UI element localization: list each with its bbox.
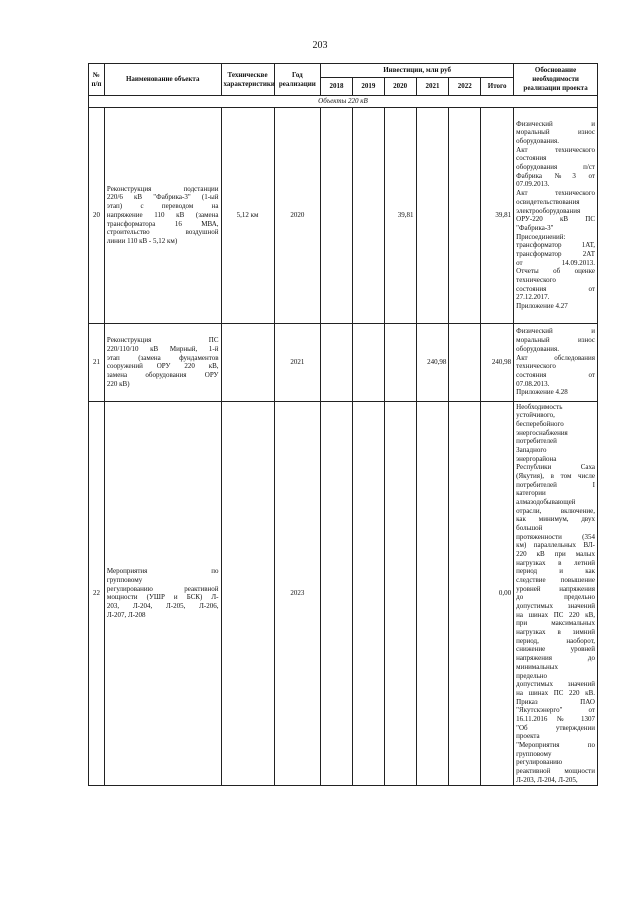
table-row: [89, 107, 598, 323]
cell-line: как минимум, двух: [516, 515, 595, 524]
row-year: 2020: [274, 107, 321, 323]
cell-line: на шинах ПС 220 кВ,: [516, 610, 595, 619]
cell-line: 07.09.2013.: [516, 180, 550, 189]
cell-line: групповому: [516, 749, 552, 758]
page-number: 203: [312, 40, 328, 51]
cell-line: Необходимость: [516, 402, 563, 411]
header-year-2022: 2022: [449, 78, 481, 96]
header-tech: Техническве характеристики: [221, 64, 274, 96]
cell-line: моральный износ: [516, 128, 595, 137]
cell-line: 27.12.2017.: [516, 293, 550, 302]
header-year-2018: 2018: [321, 78, 353, 96]
cell-line: 203, Л-204, Л-205, Л-206,: [106, 602, 219, 611]
cell-line: реактивной мощности: [516, 766, 595, 775]
cell-line: допустимых значений: [516, 602, 595, 611]
cell-line: энергорайона: [516, 454, 557, 463]
cell-line: технического: [516, 362, 556, 371]
cell-line: уровней напряжения: [516, 584, 595, 593]
cell-line: период, наоборот,: [516, 636, 595, 645]
cell-line: Западного: [516, 446, 547, 455]
row-name: [104, 401, 221, 786]
header-basis: Обоснование необходимости реализации проекта: [514, 64, 598, 96]
cell-line: оборудования п/ст: [516, 163, 595, 172]
cell-line: Акт технического: [516, 189, 595, 198]
cell-line: снижение уровней: [516, 645, 595, 654]
cell-line: технического: [516, 275, 556, 284]
header-total: Итого: [481, 78, 514, 96]
table-row: [89, 323, 598, 401]
header-year-2020: 2020: [384, 78, 416, 96]
row-num: 20: [89, 107, 105, 323]
cell-line: трансформатор 2АТ: [516, 249, 595, 258]
cell-line: регулированию: [516, 758, 563, 767]
cell-line: этап (замена фундаментов: [106, 353, 219, 362]
cell-line: "Якутскэнерго" от: [516, 706, 595, 715]
cell-line: Реконструкция ПС: [106, 336, 219, 345]
cell-line: потребителей I: [516, 480, 595, 489]
row-num: 22: [89, 401, 105, 786]
cell-line: регулированию реактивной: [106, 584, 219, 593]
row-value-2020: [384, 401, 416, 786]
row-tech: [221, 401, 274, 786]
row-value-2018: [321, 401, 353, 786]
cell-line: напряжение 110 кВ (замена: [106, 210, 219, 219]
cell-line: Л-207, Л-208: [106, 610, 146, 619]
cell-line: до предельно: [516, 593, 595, 602]
investment-table: [88, 63, 598, 786]
cell-line: "Об утверждении: [516, 723, 595, 732]
cell-line: Приказ ПАО: [516, 697, 595, 706]
row-value-2018: [321, 323, 353, 401]
cell-line: Отчеты об оценке: [516, 267, 595, 276]
cell-line: Л-203, Л-204, Л-205,: [516, 775, 578, 784]
cell-line: Мероприятия по: [106, 567, 219, 576]
cell-line: предельно: [516, 671, 548, 680]
cell-line: Акт технического: [516, 145, 595, 154]
row-year: 2021: [274, 323, 321, 401]
row-total: 0,00: [481, 401, 514, 786]
cell-line: потребителей: [516, 437, 557, 446]
cell-line: ОРУ-220 кВ ПС: [516, 215, 595, 224]
cell-line: мощности (УШР и БСК) Л-: [106, 593, 219, 602]
cell-line: период и как: [516, 567, 595, 576]
cell-line: трансформатора 16 МВА,: [106, 219, 219, 228]
cell-line: Присоединений:: [516, 232, 566, 241]
cell-line: нагрузках в летний: [516, 558, 595, 567]
cell-line: оборудования.: [516, 344, 560, 353]
row-value-2021: 240,98: [416, 323, 449, 401]
row-value-2019: [352, 401, 384, 786]
cell-line: Республики Саха: [516, 463, 595, 472]
cell-line: "Мероприятия по: [516, 740, 595, 749]
header-name: Наименование объекта: [104, 64, 221, 96]
cell-line: Фабрика №3 от: [516, 171, 595, 180]
row-num: 21: [89, 323, 105, 401]
cell-line: энергоснабжения: [516, 428, 568, 437]
cell-line: минимальных: [516, 662, 558, 671]
row-value-2022: [449, 323, 481, 401]
cell-line: "Фабрика-3": [516, 223, 554, 232]
cell-line: следствие повышение: [516, 576, 595, 585]
cell-line: оборудования.: [516, 137, 560, 146]
cell-line: электрооборудования: [516, 206, 581, 215]
cell-line: групповому: [106, 576, 143, 585]
cell-line: 220 кВ): [106, 379, 130, 388]
header-year: Год реализации: [274, 64, 321, 96]
cell-line: напряжения до: [516, 654, 595, 663]
row-year: 2023: [274, 401, 321, 786]
cell-line: устойчивого,: [516, 411, 555, 420]
cell-line: 220/6 кВ "Фабрика-3" (1-ый: [106, 193, 219, 202]
header-num: № п/п: [89, 64, 105, 96]
cell-line: 16.11.2016 № 1307: [516, 714, 595, 723]
row-tech: [221, 323, 274, 401]
header-year-2019: 2019: [352, 78, 384, 96]
row-value-2019: [352, 107, 384, 323]
row-basis: [514, 401, 598, 786]
row-value-2018: [321, 107, 353, 323]
cell-line: при максимальных: [516, 619, 595, 628]
cell-line: моральный износ: [516, 336, 595, 345]
cell-line: освидетельствования: [516, 197, 580, 206]
cell-line: сооружений ОРУ 220 кВ,: [106, 362, 219, 371]
cell-line: линии 110 кВ - 5,12 км): [106, 236, 178, 245]
row-value-2022: [449, 107, 481, 323]
header-investments: Инвестиции, млн руб: [321, 64, 514, 78]
cell-line: Приложение 4.28: [516, 388, 568, 397]
cell-line: нагрузках в зимний: [516, 628, 595, 637]
header-year-2021: 2021: [416, 78, 449, 96]
cell-line: Физический и: [516, 119, 595, 128]
row-name: [104, 107, 221, 323]
cell-line: (Якутия), в том числе: [516, 472, 595, 481]
cell-line: Акт обследования: [516, 353, 595, 362]
row-basis: [514, 107, 598, 323]
cell-line: трансформатор 1АТ,: [516, 241, 595, 250]
cell-line: состояния от: [516, 370, 595, 379]
cell-line: Реконструкция подстанции: [106, 184, 219, 193]
row-tech: 5,12 км: [221, 107, 274, 323]
cell-line: большой: [516, 524, 543, 533]
cell-line: 07.08.2013.: [516, 379, 550, 388]
cell-line: 220/110/10 кВ Мирный, 1-й: [106, 344, 219, 353]
cell-line: допустимых значений: [516, 680, 595, 689]
row-value-2019: [352, 323, 384, 401]
row-value-2021: [416, 401, 449, 786]
cell-line: этап) с переводом на: [106, 202, 219, 211]
row-name: [104, 323, 221, 401]
table-row: [89, 401, 598, 786]
cell-line: 220 кВ при малых: [516, 550, 595, 559]
row-basis: [514, 323, 598, 401]
row-value-2020: [384, 323, 416, 401]
cell-line: протяженности (354: [516, 532, 595, 541]
cell-line: от 14.09.2013.: [516, 258, 595, 267]
section-title: Объекты 220 кВ: [89, 96, 598, 108]
cell-line: категории: [516, 489, 546, 498]
row-value-2021: [416, 107, 449, 323]
cell-line: состояния: [516, 154, 547, 163]
cell-line: Приложение 4.27: [516, 301, 568, 310]
row-value-2020: 39,81: [384, 107, 416, 323]
cell-line: состояния от: [516, 284, 595, 293]
cell-line: Физический и: [516, 327, 595, 336]
cell-line: км) параллельных ВЛ-: [516, 541, 595, 550]
cell-line: на шинах ПС 220 кВ.: [516, 688, 595, 697]
cell-line: отрасли, включение,: [516, 506, 595, 515]
row-total: 240,98: [481, 323, 514, 401]
cell-line: строительство воздушной: [106, 228, 219, 237]
cell-line: замена оборудования ОРУ: [106, 370, 219, 379]
cell-line: бесперебойного: [516, 420, 564, 429]
row-value-2022: [449, 401, 481, 786]
row-total: 39,81: [481, 107, 514, 323]
cell-line: проекта: [516, 732, 540, 741]
cell-line: алмазодобывающей: [516, 498, 576, 507]
